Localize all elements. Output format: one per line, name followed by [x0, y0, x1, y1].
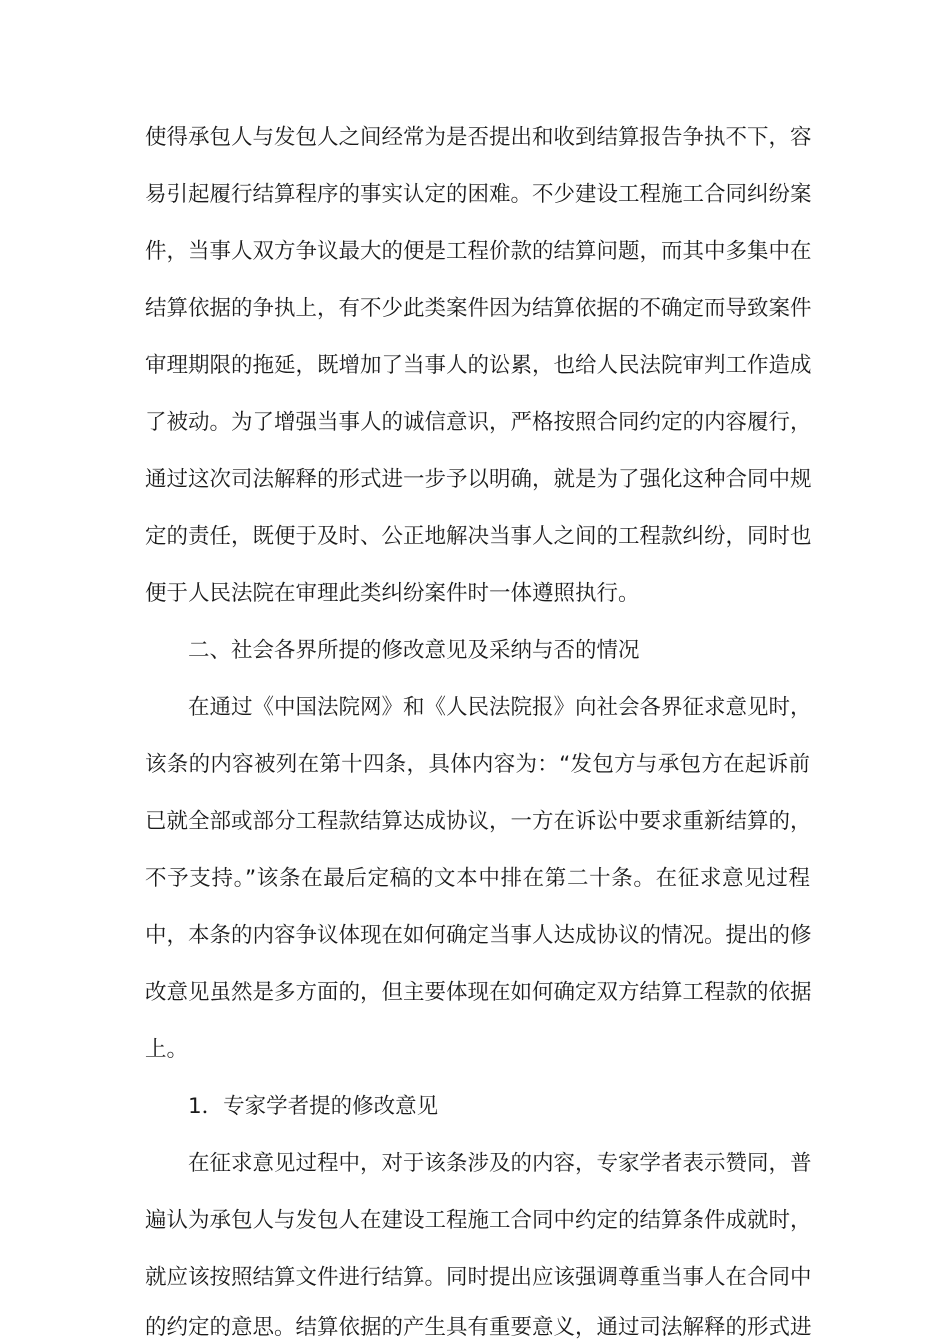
- paragraph-line: 的约定的意思。结算依据的产生具有重要意义，通过司法解释的形式进: [145, 1315, 812, 1340]
- paragraph-line: 改意见虽然是多方面的，但主要体现在如何确定双方结算工程款的依据: [145, 980, 812, 1005]
- paragraph-line: 便于人民法院在审理此类纠纷案件时一体遵照执行。: [145, 581, 640, 606]
- paragraph-line: 通过这次司法解释的形式进一步予以明确，就是为了强化这种合同中规: [145, 467, 812, 492]
- paragraph-line: 易引起履行结算程序的事实认定的困难。不少建设工程施工合同纠纷案: [145, 182, 812, 207]
- paragraph-line: 该条的内容被列在第十四条，具体内容为：“发包方与承包方在起诉前: [145, 752, 810, 777]
- paragraph-line: 件，当事人双方争议最大的便是工程价款的结算问题，而其中多集中在: [145, 239, 812, 264]
- section-heading: 二、社会各界所提的修改意见及采纳与否的情况: [188, 638, 640, 663]
- paragraph-line: 了被动。为了增强当事人的诚信意识，严格按照合同约定的内容履行，: [145, 410, 812, 435]
- paragraph-line: 已就全部或部分工程款结算达成协议，一方在诉讼中要求重新结算的，: [145, 809, 812, 834]
- paragraph-line: 使得承包人与发包人之间经常为是否提出和收到结算报告争执不下，容: [145, 125, 812, 150]
- paragraph-line: 上。: [145, 1037, 189, 1062]
- paragraph-line: 结算依据的争执上，有不少此类案件因为结算依据的不确定而导致案件: [145, 296, 812, 321]
- paragraph-line: 在征求意见过程中，对于该条涉及的内容，专家学者表示赞同，普: [188, 1151, 812, 1176]
- paragraph-line: 定的责任，既便于及时、公正地解决当事人之间的工程款纠纷，同时也: [145, 524, 812, 549]
- paragraph-line: 就应该按照结算文件进行结算。同时提出应该强调尊重当事人在合同中: [145, 1265, 812, 1290]
- paragraph-line: 在通过《中国法院网》和《人民法院报》向社会各界征求意见时，: [188, 695, 812, 720]
- paragraph-line: 不予支持。”该条在最后定稿的文本中排在第二十条。在征求意见过程: [145, 866, 810, 891]
- paragraph-line: 审理期限的拖延，既增加了当事人的讼累，也给人民法院审判工作造成: [145, 353, 812, 378]
- paragraph-line: 遍认为承包人与发包人在建设工程施工合同中约定的结算条件成就时，: [145, 1208, 812, 1233]
- subsection-heading: 1．专家学者提的修改意见: [188, 1094, 439, 1119]
- paragraph-line: 中，本条的内容争议体现在如何确定当事人达成协议的情况。提出的修: [145, 923, 812, 948]
